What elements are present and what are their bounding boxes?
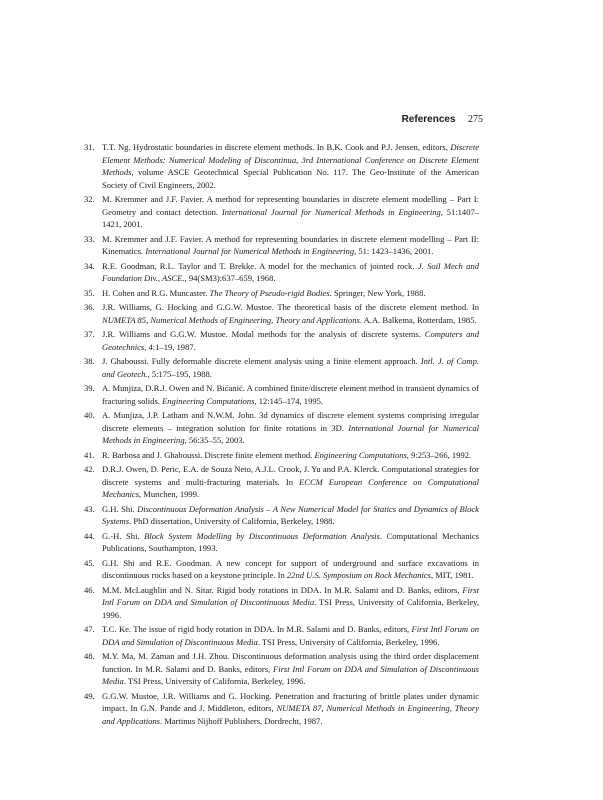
reference-text: , 9:253–266, 1992. (406, 449, 472, 460)
reference-number: 46. (84, 584, 95, 595)
reference-number: 34. (84, 260, 95, 271)
reference-text: . Computational Mechanics Publications, Southampton, 1993. (102, 530, 479, 553)
reference-text: G.H. Shi and R.E. Goodman. A new concept for support of underground and surface excavations in discontinuous rocks based on a keystone principle. In (102, 557, 479, 580)
reference-title: ECCM European Conference on Computational Mechanics (102, 476, 479, 499)
reference-text: A. Munjiza, D.R.J. Owen and N. Bićanić. A combined finite/discrete element method in transient dynamics of fracturing solids. (102, 383, 479, 406)
reference-text: R. Barbosa and J. Ghaboussi. Discrete finite element method. (102, 449, 315, 460)
reference-text: . TSI Press, University of California, Berkeley, 1996. (257, 636, 440, 647)
reference-number: 48. (84, 651, 95, 661)
reference-text: D.R.J. Owen, D. Peric, E.A. de Souza Neto, A.J.L. Crook, J. Yu and P.A. Klerck. Computational strategies for discrete systems and multi-fracturing materials. In (102, 464, 479, 487)
reference-text: T.C. Ke. The issue of rigid body rotation in DDA. In M.R. Salami and D. Banks, editors, (102, 624, 412, 634)
reference-text: , 51: 1423–1436, 2001. (354, 246, 434, 256)
reference-text: T.T. Ng. Hydrostatic boundaries in discrete element methods. In B.K. Cook and P.J. Jensen, editors, (102, 142, 451, 152)
reference-text: J.R. Williams, G. Hocking and G.G.W. Mustoe. The theoretical basis of the discrete element method. In (102, 302, 479, 312)
reference-item (84, 557, 479, 582)
page-number: 275 (468, 114, 483, 125)
reference-text: G.G.W. Mustoe, J.R. Williams and G. Hocking. Penetration and fracturing of brittle plates under dynamic impact. In G.N. Pande and J. Middleton, editors, (102, 690, 479, 713)
reference-item (84, 623, 479, 648)
reference-number: 33. (84, 233, 95, 244)
reference-text: M.Y. Ma, M. Zaman and J.H. Zhou. Discontinuous deformation analysis using the third order displacement function. In M.R. Salami and D. Banks, editors, (102, 651, 479, 674)
reference-list (84, 141, 479, 729)
reference-title: Intl. J. of Comp. and Geotech. (102, 356, 479, 379)
reference-text: . TSI Press, University of California, Berkeley, 1996. (102, 597, 479, 620)
reference-number: 37. (84, 329, 95, 339)
reference-text: G.H. Shi. (102, 503, 138, 514)
reference-number: 49. (84, 690, 95, 701)
reference-number: 40. (84, 410, 95, 420)
reference-number: 32. (84, 194, 95, 204)
running-header (402, 114, 483, 125)
reference-title: 22nd U.S. Symposium on Rock Mechanics (286, 570, 431, 580)
reference-text: J. Ghaboussi. Fully deformable discrete element analysis using a finite element approach. (102, 356, 421, 366)
reference-number: 44. (84, 530, 95, 541)
reference-text: , 5:175–195, 1988. (147, 368, 212, 379)
reference-title: Discrete Element Methods: Numerical Modeling of Discontinua, 3rd International Conference on Discrete Element Methods (102, 142, 479, 177)
reference-title: Engineering Computations (314, 449, 407, 460)
section-title: References (401, 114, 456, 125)
reference-number: 41. (84, 449, 95, 460)
reference-title: Computers and Geotechnics (102, 329, 479, 352)
reference-item (84, 690, 479, 728)
reference-item (84, 382, 479, 407)
reference-text: . PhD dissertation, University of California, Berkeley, 1988. (129, 516, 335, 526)
reference-item (84, 650, 479, 688)
reference-text: J.R. Williams and G.G.W. Mustoe. Modal methods for the analysis of discrete systems. (102, 329, 425, 339)
reference-text: , 12:145–174, 1995. (254, 395, 324, 406)
reference-text: A. Munjiza, J.P. Latham and N.W.M. John. 3d dynamics of discrete element systems comprising irregular discrete elements – integration solution for finite rotations in 3D. (102, 410, 479, 433)
reference-text: , MIT, 1981. (431, 570, 474, 580)
reference-text: M. Kremmer and J.F. Favier. A method for representing boundaries in discrete element modelling – Part I: Geometry and contact detection. (102, 194, 479, 217)
reference-number: 39. (84, 383, 95, 393)
reference-item (84, 233, 479, 258)
reference-title: International Journal for Numerical Methods in Engineering (102, 422, 479, 445)
reference-text: M.M. McLaughlin and N. Sitar. Rigid body rotations in DDA. In M.R. Salami and D. Banks, editors, (102, 584, 463, 595)
reference-item (84, 141, 479, 191)
reference-title: First Intl Forum on DDA and Simulation of Discontinuous Media (102, 624, 479, 647)
reference-title: First Intl Forum on DDA and Simulation of Discontinuous Media (102, 663, 479, 686)
reference-number: 36. (84, 302, 95, 312)
reference-item (84, 584, 479, 622)
reference-item (84, 503, 479, 528)
reference-item (84, 193, 479, 231)
reference-item (84, 301, 479, 326)
reference-number: 43. (84, 503, 95, 514)
reference-text: , Munchen, 1999. (139, 489, 200, 499)
reference-item (84, 530, 479, 555)
reference-item (84, 449, 479, 462)
reference-text: . A.A. Balkema, Rotterdam, 1985. (359, 314, 477, 325)
reference-number: 31. (84, 142, 95, 152)
reference-title: The Theory of Pseudo-rigid Bodies (209, 287, 330, 298)
reference-number: 35. (84, 287, 95, 298)
reference-text: R.E. Goodman, R.L. Taylor and T. Brekke. A model for the mechanics of jointed rock. (102, 260, 418, 271)
reference-text: , volume ASCE Geotechnical Special Publication No. 117. The Geo-Institute of the American Society of Civil Engineers, 2002. (102, 167, 479, 190)
reference-text: . Martinus Nijhoff Publishers, Dordrecht, 1987. (160, 715, 323, 726)
reference-title: NUMETA 87, Numerical Methods in Engineering, Theory and Applications (102, 703, 479, 726)
reference-item (84, 260, 479, 285)
reference-item (84, 328, 479, 353)
reference-item (84, 409, 479, 447)
reference-text: G.-H. Shi. (102, 530, 145, 541)
reference-item (84, 463, 479, 501)
reference-text: , 4:1–19, 1987. (144, 341, 196, 352)
reference-title: International Journal for Numerical Methods in Engineering (221, 206, 441, 217)
reference-number: 42. (84, 464, 95, 474)
reference-text: H. Cohen and R.G. Muncaster. (102, 287, 210, 298)
reference-title: Engineering Computations (162, 395, 255, 406)
reference-title: J. Soil Mech and Foundation Div., ASCE. (102, 260, 480, 283)
reference-title: Block System Modelling by Discontinuous Deformation Analysis (144, 530, 380, 541)
reference-title: International Journal for Numerical Methods in Engineering (145, 246, 355, 256)
reference-title: Discontinuous Deformation Analysis – A New Numerical Model for Statics and Dynamics of Block Systems (102, 503, 479, 526)
reference-text: . TSI Press, University of California, Berkeley, 1996. (123, 676, 306, 686)
reference-number: 38. (84, 356, 95, 366)
reference-title: First Intl Forum on DDA and Simulation of Discontinuous Media (102, 584, 479, 607)
reference-text: M. Kremmer and J.F. Favier. A method for representing boundaries in discrete element modelling – Part II: Kinematics. (102, 233, 479, 256)
reference-item (84, 287, 479, 300)
reference-text: . Springer, New York, 1988. (329, 287, 426, 298)
reference-title: NUMETA 85, Numerical Methods of Engineering, Theory and Applications (102, 314, 360, 325)
reference-text: , 94(SM3):637–659, 1968. (184, 273, 276, 283)
reference-text: , 56:35–55, 2003. (184, 435, 245, 445)
reference-number: 45. (84, 557, 95, 568)
reference-text: , 51:1407–1421, 2001. (102, 206, 480, 229)
reference-item (84, 355, 479, 380)
reference-number: 47. (84, 624, 95, 634)
